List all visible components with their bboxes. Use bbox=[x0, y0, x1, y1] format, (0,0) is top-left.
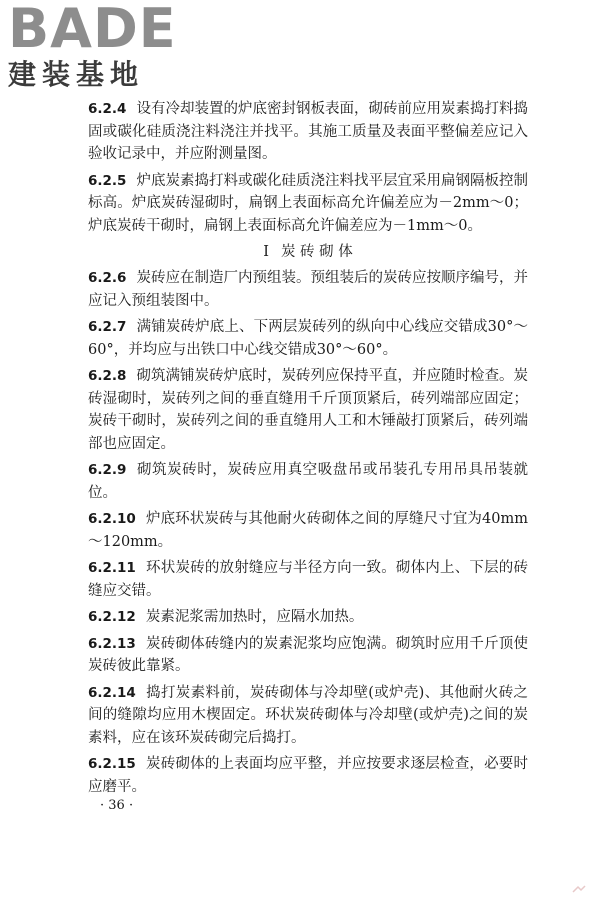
clause-text: 炉底炭素捣打料或碳化硅质浇注料找平层宜采用扁钢隔板控制标高。炉底炭砖湿砌时，扁钢上表面标高允许偏差应为－2mm～0；炉底炭砖干砌时，扁钢上表面标高允许偏差应为－1mm～0。 bbox=[88, 172, 528, 234]
clause-6-2-9 bbox=[88, 459, 528, 504]
clause-number: 6.2.13 bbox=[88, 635, 136, 652]
clause-6-2-7 bbox=[88, 316, 528, 361]
clause-number: 6.2.4 bbox=[88, 101, 127, 117]
clause-6-2-11 bbox=[88, 557, 528, 602]
section-title: 炭 砖 砌 体 bbox=[280, 244, 353, 260]
clause-text: 炭砖砌体的上表面均应平整，并应按要求逐层检查，必要时应磨平。 bbox=[88, 756, 528, 795]
clause-6-2-12 bbox=[88, 606, 528, 629]
section-roman-numeral: Ⅰ bbox=[263, 244, 269, 260]
clause-6-2-6 bbox=[88, 267, 528, 312]
clause-number: 6.2.8 bbox=[88, 368, 127, 384]
section-heading bbox=[88, 241, 528, 263]
clause-text: 环状炭砖的放射缝应与半径方向一致。砌体内上、下层的砖缝应交错。 bbox=[88, 560, 528, 599]
clause-number: 6.2.12 bbox=[88, 609, 136, 625]
clause-text: 炭砖砌体砖缝内的炭素泥浆均应饱满。砌筑时应用千斤顶使炭砖彼此靠紧。 bbox=[88, 635, 528, 674]
clause-text: 设有冷却装置的炉底密封钢板表面，砌砖前应用炭素捣打料捣固或碳化硅质浇注料浇注并找平。其施工质量及表面平整偏差应记入验收记录中，并应附测量图。 bbox=[88, 101, 528, 162]
clause-6-2-15 bbox=[88, 753, 528, 798]
logo-wordmark: BADE bbox=[8, 0, 177, 60]
clause-number: 6.2.15 bbox=[88, 756, 136, 772]
clause-number: 6.2.9 bbox=[88, 462, 127, 478]
clause-text: 炉底环状炭砖与其他耐火砖砌体之间的厚缝尺寸宜为40mm～120mm。 bbox=[88, 511, 528, 550]
document-body bbox=[88, 98, 528, 802]
clause-text: 捣打炭素料前，炭砖砌体与冷却壁(或炉壳)、其他耐火砖之间的缝隙均应用木楔固定。环状炭砖砌体与冷却壁(或炉壳)之间的炭素料，应在该环炭砖砌完后捣打。 bbox=[88, 684, 528, 746]
clause-number: 6.2.14 bbox=[88, 684, 136, 701]
clause-text: 炭素泥浆需加热时，应隔水加热。 bbox=[145, 609, 364, 625]
clause-6-2-14 bbox=[88, 682, 528, 750]
clause-6-2-5 bbox=[88, 170, 528, 238]
logo-subtitle: 建装基地 bbox=[8, 58, 145, 91]
clause-text: 砌筑满铺炭砖炉底时，炭砖列应保持平直，并应随时检查。炭砖湿砌时，炭砖列之间的垂直缝用千斤顶顶紧后，砖列端部应固定；炭砖干砌时，炭砖列之间的垂直缝用人工和木锤敲打顶紧后，砖列端部也应固定。 bbox=[88, 368, 528, 452]
clause-text: 砌筑炭砖时，炭砖应用真空吸盘吊或吊装孔专用吊具吊装就位。 bbox=[88, 462, 528, 501]
clause-text: 炭砖应在制造厂内预组装。预组装后的炭砖应按顺序编号，并应记入预组装图中。 bbox=[88, 270, 528, 309]
clause-number: 6.2.10 bbox=[88, 511, 136, 527]
clause-6-2-13 bbox=[88, 633, 528, 678]
clause-6-2-8 bbox=[88, 365, 528, 455]
clause-number: 6.2.6 bbox=[88, 270, 127, 286]
page-number: · 36 · bbox=[100, 798, 134, 813]
clause-6-2-4 bbox=[88, 98, 528, 166]
corner-mark-icon bbox=[572, 884, 586, 894]
clause-number: 6.2.7 bbox=[88, 319, 127, 335]
clause-number: 6.2.5 bbox=[88, 172, 127, 189]
clause-number: 6.2.11 bbox=[88, 560, 136, 576]
bade-logo bbox=[8, 2, 188, 94]
clause-text: 满铺炭砖炉底上、下两层炭砖列的纵向中心线应交错成30°～60°，并均应与出铁口中心线交错成30°～60°。 bbox=[88, 319, 528, 358]
clause-6-2-10 bbox=[88, 508, 528, 553]
